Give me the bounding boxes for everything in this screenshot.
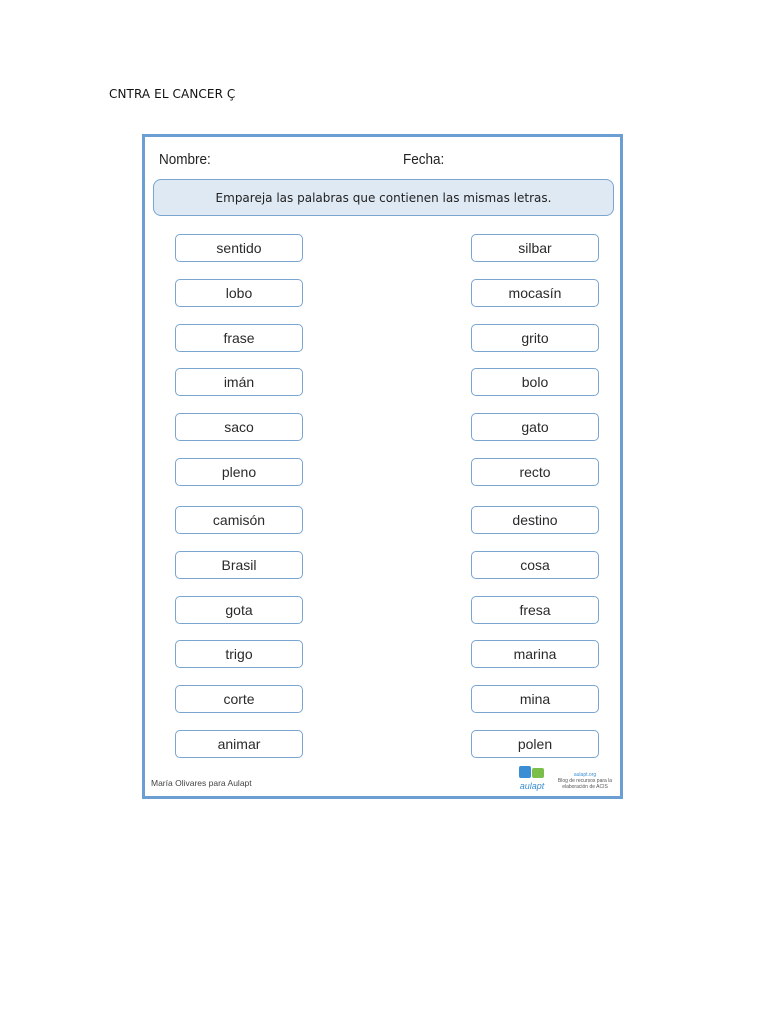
logo-text: aulapt xyxy=(519,781,545,791)
word-label: polen xyxy=(517,736,553,752)
word-label: frase xyxy=(223,330,255,346)
right-word-box xyxy=(471,279,599,307)
right-word-box xyxy=(471,685,599,713)
left-word-box xyxy=(175,324,303,352)
word-label: mina xyxy=(519,691,551,707)
right-word-box xyxy=(471,551,599,579)
blog-line-1: Blog de recursos para la xyxy=(557,778,613,784)
word-label: grito xyxy=(521,330,549,346)
left-word-box xyxy=(175,234,303,262)
footer-author: María Olivares para Aulapt xyxy=(151,778,252,788)
document-heading: CNTRA EL CANCER Ç xyxy=(109,87,236,101)
word-label: marina xyxy=(513,646,557,662)
blog-line-2: elaboración de ACIS xyxy=(562,784,608,790)
word-label: lobo xyxy=(225,285,253,301)
instruction-text: Empareja las palabras que contienen las mismas letras. xyxy=(215,190,552,205)
left-word-box xyxy=(175,506,303,534)
footer-blog-note xyxy=(551,772,619,790)
word-label: gato xyxy=(521,419,549,435)
right-word-box xyxy=(471,368,599,396)
word-label: silbar xyxy=(518,240,552,256)
word-label: bolo xyxy=(521,374,549,390)
date-label: Fecha: xyxy=(403,151,445,168)
left-word-box xyxy=(175,640,303,668)
left-word-box xyxy=(175,458,303,486)
word-label: trigo xyxy=(225,646,253,662)
right-word-box xyxy=(471,596,599,624)
word-label: recto xyxy=(519,464,551,480)
word-label: fresa xyxy=(519,602,551,618)
right-word-box xyxy=(471,234,599,262)
left-word-box xyxy=(175,413,303,441)
left-word-box xyxy=(175,685,303,713)
right-word-box xyxy=(471,506,599,534)
left-word-box xyxy=(175,551,303,579)
left-word-box xyxy=(175,596,303,624)
word-label: imán xyxy=(223,374,255,390)
word-label: mocasín xyxy=(508,285,562,301)
word-label: pleno xyxy=(221,464,257,480)
name-label: Nombre: xyxy=(159,151,211,168)
word-label: corte xyxy=(223,691,255,707)
word-label: camisón xyxy=(212,512,266,528)
right-word-box xyxy=(471,324,599,352)
word-label: saco xyxy=(224,419,254,435)
left-word-box xyxy=(175,368,303,396)
right-word-box xyxy=(471,730,599,758)
word-label: gota xyxy=(225,602,253,618)
word-label: cosa xyxy=(520,557,550,573)
blog-site: aulapt.org xyxy=(573,772,597,778)
right-word-box xyxy=(471,458,599,486)
right-word-box xyxy=(471,413,599,441)
left-word-box xyxy=(175,730,303,758)
word-label: Brasil xyxy=(221,557,257,573)
instruction-box xyxy=(153,179,614,216)
word-label: destino xyxy=(512,512,558,528)
word-label: animar xyxy=(217,736,261,752)
left-word-box xyxy=(175,279,303,307)
word-label: sentido xyxy=(216,240,262,256)
aulapt-logo-icon xyxy=(517,764,547,792)
worksheet-frame xyxy=(142,134,623,799)
right-word-box xyxy=(471,640,599,668)
